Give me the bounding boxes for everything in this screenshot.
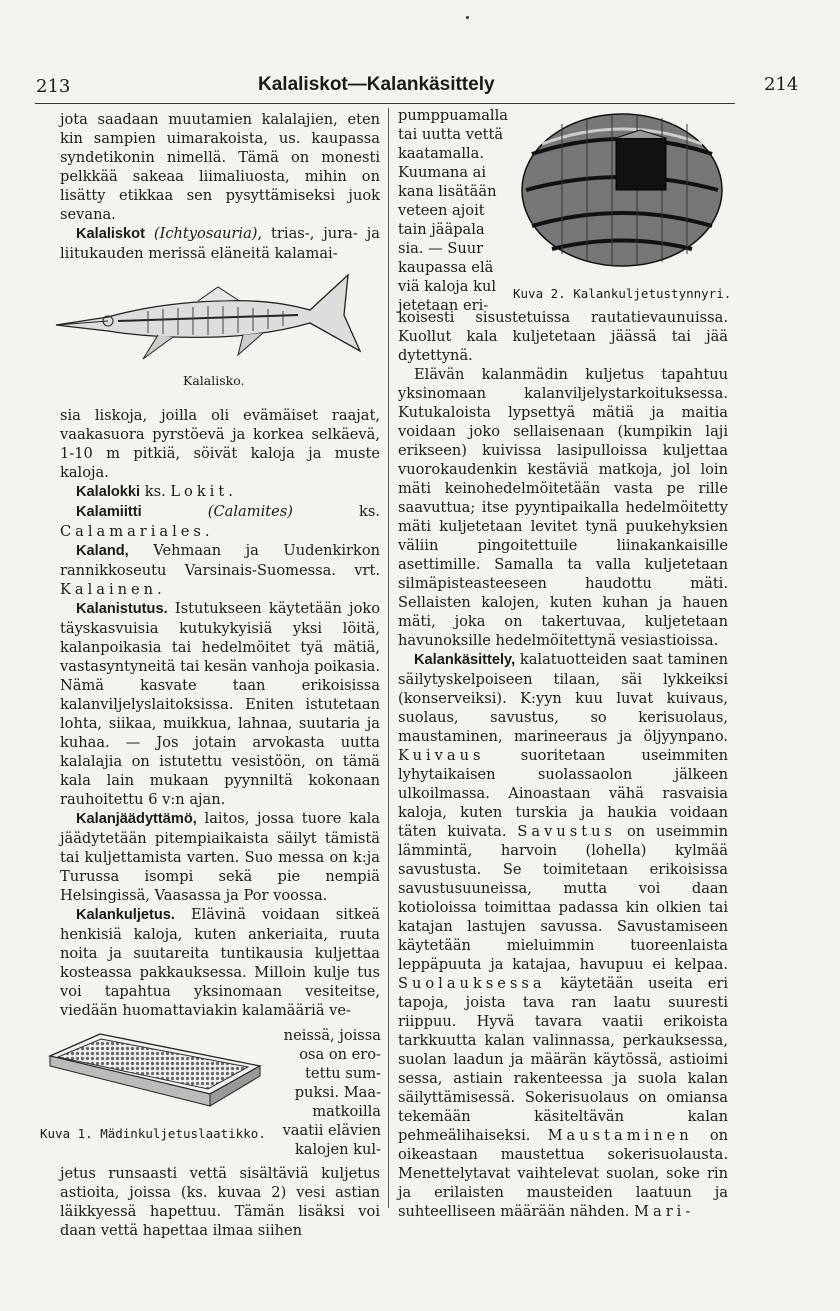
entry-kalamiitti (60, 502, 380, 541)
entry-kalalokki (60, 482, 380, 502)
entry-text: Istutukseen käytetään joko täyskasvuisia kutukykyisiä yksi löitä, kalanpoikasia tai hedelmöitet tyä mätiä, vastasyntyneitä tai kesän vanhoja poikasia. Nämä kasvate taan erikoisissa kalanviljelyslaitoksissa. Eniten istutetaan lohta, siikaa, muikkua, lahnaa, suutaria ja kuhaa. — Jos jotain arvokasta uutta kalalajia on istutettu vesistöön, on tämä kala lain mukaan pyynniltä kokonaan rauhoitettu 6 v:n ajan. (60, 600, 381, 808)
entry-kalanjaadyttamo (60, 809, 380, 905)
cross-reference: Lokit. (170, 483, 237, 500)
text-line: kalojen kul- (294, 1141, 381, 1158)
cross-reference: Calamariales. (60, 523, 214, 540)
running-title: Kalaliskot—Kalankäsittely (258, 74, 495, 95)
headword: Kalankuljetus. (76, 907, 175, 923)
headword: Kalankäsittely, (414, 652, 516, 668)
roe-tray-illustration (40, 1026, 265, 1114)
entry-text: Elävinä voidaan sitkeä henkisiä kaloja, kuten ankeriaita, ruuta noita ja suutareita tuntikausia kuljettaa kosteassa pakkauksessa. Milloin kulje tus voi tapahtua yksinomaan vesiteitse, viedään huomattaviakin kalamääriä ve- (60, 906, 381, 1019)
entry-kalanistutus (60, 599, 380, 809)
headword: Kalanjäädyttämö, (76, 811, 197, 827)
text-line: neissä, joissa (283, 1027, 381, 1044)
subhead-word: Maustaminen (547, 1127, 693, 1144)
column-divider (388, 108, 389, 1208)
entry-text: Vehmaan ja Uudenkirkon rannikkoseutu Varsinais-Suomessa. vrt. (60, 542, 380, 579)
entry-text: ks. (359, 503, 381, 520)
subhead-word: Savustus (517, 823, 616, 840)
ichthyosaur-illustration (48, 263, 368, 363)
figure-caption-ichthyosaur: Kalalisko. (183, 373, 245, 388)
page-number-left: 213 (36, 76, 71, 97)
column-left-top (60, 110, 380, 263)
page-number-right: 214 (764, 74, 799, 95)
entry-text: on oikeastaan maustettua sokerisuolausta. Menettelytavat vaihtelevat suolan, soke rin ja erilaisten mausteiden laatuun ja suhteelliseen määrään nähden. (398, 1127, 728, 1220)
text-line: puksi. Maa- (294, 1084, 381, 1101)
entry-kaland (60, 541, 380, 599)
headword: Kalamiitti (76, 504, 142, 520)
entry-kalaliskot (60, 224, 380, 263)
page-mark (466, 16, 469, 19)
entry-text: suoritetaan useimmiten lyhytaikaisen suolassaolon jälkeen ulkoilmassa. Ainoastaan vähä rasvaisia kaloja, kuten turskia ja haukia voidaan täten kuivata. (398, 747, 728, 840)
text-line: vaatii elävien (282, 1122, 381, 1139)
entry-kalankasittely (398, 650, 728, 1221)
figure-caption-tray: Kuva 1. Mädinkuljetuslaatikko. (40, 1126, 266, 1141)
subhead-word: Kuivaus (398, 747, 485, 764)
subhead-word: Mari- (634, 1203, 695, 1220)
text-beside-barrel (398, 106, 510, 315)
intro-paragraph: jota saadaan muutamien kalalajien, eten kin sampien uimarakoista, us. kaupassa syndetikonin nimellä. Tämä on monesti pelkkää sakeaa liimaliuosta, mihin on lisätty etikkaa sen pysyttämiseksi juok sevana. (60, 111, 380, 223)
cross-reference: Kalainen. (60, 581, 166, 598)
column-right (398, 308, 728, 1221)
barrel-text-cont: koisesti sisustetuissa rautatievaunuissa. Kuollut kala kuljetetaan jäässä tai jää dytettynä. (398, 309, 728, 364)
entry-text: , trias-, jura- ja liitukauden merissä eläneitä kalamai- (60, 225, 380, 262)
entry-text: kalatuotteiden saat taminen säilytyskelpoiseen tilaan, säi lykkeiksi (konserveiksi). K:yyn kuu luvat kuivaus, suolaus, savustus, so kerisuolaus, maustaminen, marineeraus ja öljyynpano. (398, 651, 728, 745)
entry-text: laitos, jossa tuore kala jäädytetään pitempiaikaista säilyt tämistä tai kuljettamista varten. Suo messa on k:ja Turussa isompi sekä pie nempiä Helsingissä, Vaasassa ja Por voossa. (60, 810, 381, 904)
fish-transport-barrel-illustration (512, 104, 732, 276)
column-left-bottom (60, 1164, 380, 1240)
text-line: matkoilla (312, 1103, 381, 1120)
entry-kalankuljetus-end: jetus runsaasti vettä sisältäviä kuljetus astioita, joissa (ks. kuvaa 2) vesi astian läikkyessä hapettuu. Tämän lisäksi voi daan vettä hapettaa ilmaa siihen (60, 1165, 380, 1239)
latin-name: (Ichtyosauria) (153, 225, 258, 242)
headword: Kalaliskot (76, 226, 145, 242)
subhead-word: Suolauksessa (398, 975, 546, 992)
text-beside-tray (263, 1026, 381, 1159)
text-line: tettu sum- (305, 1065, 381, 1082)
entry-text: käytetään useita eri tapoja, joista tava ran laatu suuresti riippuu. Hyvä tavara vaatii erikoista tarkkuutta kalan valinnassa, perkauksessa, suolan laadun ja määrän käytössä, astioimi sessa, astiain rakenteessa ja suola kalan säilyttämisessä. Sokerisuolaus on omiansa tekemään käsiteltävän kalan pehmeälihaiseksi. (398, 975, 728, 1144)
text-line: osa on ero- (299, 1046, 381, 1063)
headword: Kaland, (76, 543, 129, 559)
headword: Kalalokki (76, 484, 141, 500)
latin-name: (Calamites) (207, 503, 293, 520)
entry-text: pumppuamalla tai uutta vettä kaatamalla. Kuumana ai kana lisätään veteen ajoit tain jääpala sia. — Suur kaupassa elä viä kaloja kul jetetaan eri- (398, 107, 508, 314)
entry-text: ks. (144, 483, 166, 500)
entry-kalaliskot-cont: sia liskoja, joilla oli evämäiset raajat, vaakasuora pyrstöevä ja korkea selkäevä, 1-10 m pitkiä, söivät kaloja ja muste kaloja. (60, 407, 380, 481)
entry-text: on useimmin lämmintä, harvoin (lohella) kylmää savustusta. Se toimitetaan erikoisissa savustusuuneissa, mutta voi daan kotioloissa toimittaa padassa kin olkien tai katajan lastujen savussa. Savustamiseen käytetään mieluimmin tuoreenlaista leppäpuuta ja katajaa, havupuu ei kelpaa. (398, 823, 728, 973)
column-left-middle (60, 406, 380, 1020)
entry-kalankuljetus (60, 905, 380, 1020)
paragraph-roe-transport: Elävän kalanmädin kuljetus tapahtuu yksinomaan kalanviljelystarkoituksessa. Kutukaloista lypsettyä mätiä ja maitia voidaan joko sellaisenaan (kumpikin laji erikseen) kuivissa lasipulloissa kuljettaa vuorokaudenkin kestäviä matkoja, jol loin mäti keinohedelmöitetään vasta pe rille saavuttua; itse pyyntipaikalla hedelmöitetty mäti kuljetetaan levitet tynä puukehyksien väliin pingoitettuile liinakankaisille asettimille. Samalla ta valla kuljetetaan silmäpisteasteeseen haudottu mäti. Sellaisten kalojen, kuten kuhan ja hauen mäti, joka on takertuvaa, kuljetetaan havunoksille hedelmöitettynä vesiastioissa. (398, 366, 728, 649)
headword: Kalanistutus. (76, 601, 168, 617)
figure-caption-barrel: Kuva 2. Kalankuljetustynnyri. (513, 286, 732, 301)
